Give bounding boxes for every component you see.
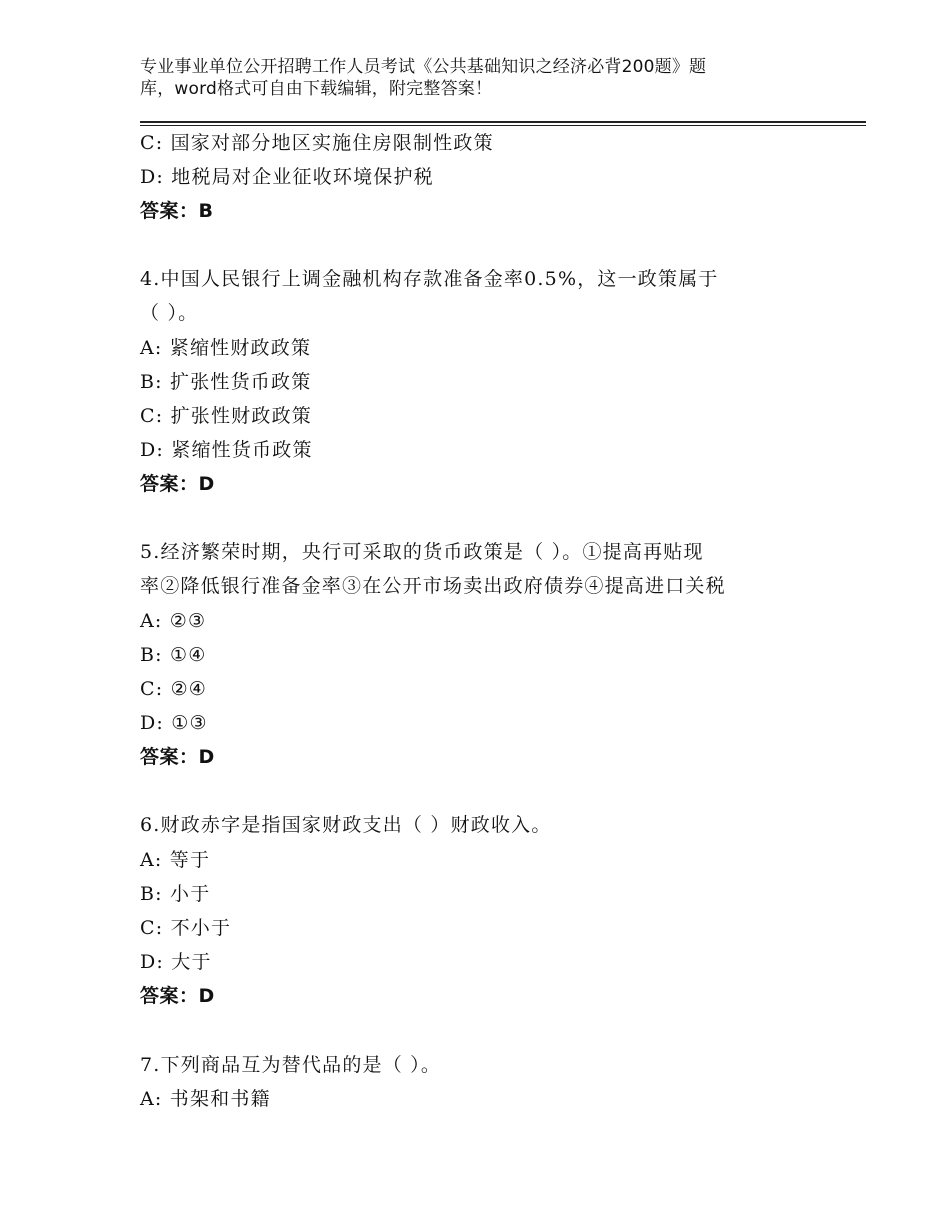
q5-option-c: C: ②④ [140,678,208,700]
q6-answer: 答案：D [140,985,215,1007]
q7-stem-line-1: 7.下列商品互为替代品的是（ ）。 [140,1054,442,1076]
header-title-line-2: 库，word格式可自由下载编辑，附完整答案！ [140,79,493,99]
header-divider-thick [140,121,866,123]
q6-stem-line-1: 6.财政赤字是指国家财政支出（ ）财政收入。 [140,814,552,836]
q4-stem-line-2: （ ）。 [140,302,199,324]
q5-option-a: A: ②③ [140,610,207,632]
document-header [140,56,800,100]
header-divider-thin [140,125,866,126]
q6-option-c: C: 不小于 [140,917,232,939]
q3-option-c: C: 国家对部分地区实施住房限制性政策 [140,132,494,154]
q4-option-a: A: 紧缩性财政政策 [140,337,312,359]
q6-option-d: D: 大于 [140,951,212,973]
q4-option-c: C: 扩张性财政政策 [140,405,312,427]
header-title-line-1: 专业事业单位公开招聘工作人员考试《公共基础知识之经济必背200题》题 [140,57,707,77]
q4-option-d: D: 紧缩性货币政策 [140,439,313,461]
q5-option-d: D: ①③ [140,712,208,734]
q5-option-b: B: ①④ [140,644,207,666]
q5-stem-line-2: 率②降低银行准备金率③在公开市场卖出政府债券④提高进口关税 [140,575,726,597]
q6-option-b: B: 小于 [140,883,211,905]
q7-option-a: A: 书架和书籍 [140,1088,271,1110]
q4-option-b: B: 扩张性货币政策 [140,371,312,393]
q4-answer: 答案：D [140,473,215,495]
q5-answer: 答案：D [140,746,215,768]
q4-stem-line-1: 4.中国人民银行上调金融机构存款准备金率0.5%，这一政策属于 [140,268,719,290]
q3-option-d: D: 地税局对企业征收环境保护税 [140,166,434,188]
q6-option-a: A: 等于 [140,849,211,871]
q5-stem-line-1: 5.经济繁荣时期，央行可采取的货币政策是（ ）。①提高再贴现 [140,541,704,563]
q3-answer: 答案：B [140,200,214,222]
